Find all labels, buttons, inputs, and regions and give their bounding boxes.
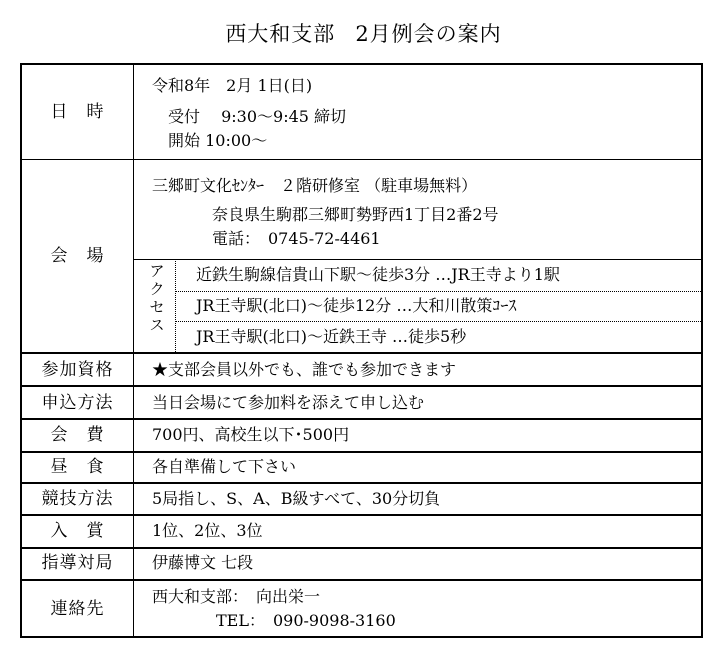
eligibility-value: ★支部会員以外でも、誰でも参加できます	[152, 360, 457, 379]
label-lunch: 昼 食	[50, 457, 105, 477]
prizes-value: 1位、2位、3位	[152, 521, 263, 540]
label-eligibility: 参加資格	[41, 360, 114, 380]
contact-name: 西大和支部： 向出栄一	[152, 587, 321, 606]
row-divider	[22, 352, 701, 354]
access-label: アクセス	[149, 262, 165, 334]
access-divider	[134, 259, 701, 260]
info-table	[20, 63, 703, 638]
access-route-1: 近鉄生駒線信貴山下駅～徒歩3分 …JR王寺より1駅	[196, 265, 560, 284]
row-divider	[22, 514, 701, 516]
label-contact: 連絡先	[50, 599, 105, 619]
application-value: 当日会場にて参加料を添えて申し込む	[152, 393, 425, 412]
contact-tel: TEL： 090-9098-3160	[216, 611, 396, 630]
column-divider	[133, 65, 134, 636]
event-date: 令和8年 2月 1日(日)	[152, 76, 313, 95]
title-branch: 西大和支部	[225, 22, 336, 46]
access-route-3: JR王寺駅(北口)～近鉄王寺 …徒歩5秒	[196, 327, 467, 346]
venue-address: 奈良県生駒郡三郷町勢野西1丁目2番2号	[212, 205, 499, 224]
label-datetime: 日 時	[50, 102, 105, 122]
access-column-divider	[175, 259, 176, 352]
row-divider	[22, 482, 701, 484]
lunch-value: 各自準備して下さい	[152, 457, 297, 476]
row-divider	[22, 451, 701, 453]
access-route-2: JR王寺駅(北口)～徒歩12分 …大和川散策ｺｰｽ	[196, 296, 517, 315]
access-divider	[175, 321, 701, 322]
label-fee: 会 費	[50, 425, 105, 445]
page-title	[0, 20, 727, 48]
instructor-value: 伊藤博文 七段	[152, 553, 254, 572]
row-divider	[22, 418, 701, 420]
venue-phone: 電話： 0745-72-4461	[212, 229, 381, 248]
row-divider	[22, 579, 701, 581]
label-venue: 会 場	[50, 246, 105, 266]
row-divider	[22, 159, 701, 160]
label-instructor: 指導対局	[41, 553, 114, 573]
row-divider	[22, 547, 701, 549]
start-time: 開始 10:00～	[168, 131, 268, 150]
label-prizes: 入 賞	[50, 521, 105, 541]
venue-name: 三郷町文化ｾﾝﾀｰ ２階研修室 （駐車場無料）	[152, 176, 478, 195]
row-divider	[22, 385, 701, 387]
format-value: 5局指し、S、A、B級すべて、30分切負	[152, 489, 441, 508]
reception-time: 受付 9:30～9:45 締切	[168, 107, 347, 126]
label-format: 競技方法	[41, 489, 114, 509]
title-event: 2月例会の案内	[355, 22, 502, 46]
label-application: 申込方法	[41, 393, 114, 413]
fee-value: 700円、高校生以下･500円	[152, 425, 350, 444]
access-divider	[175, 291, 701, 292]
